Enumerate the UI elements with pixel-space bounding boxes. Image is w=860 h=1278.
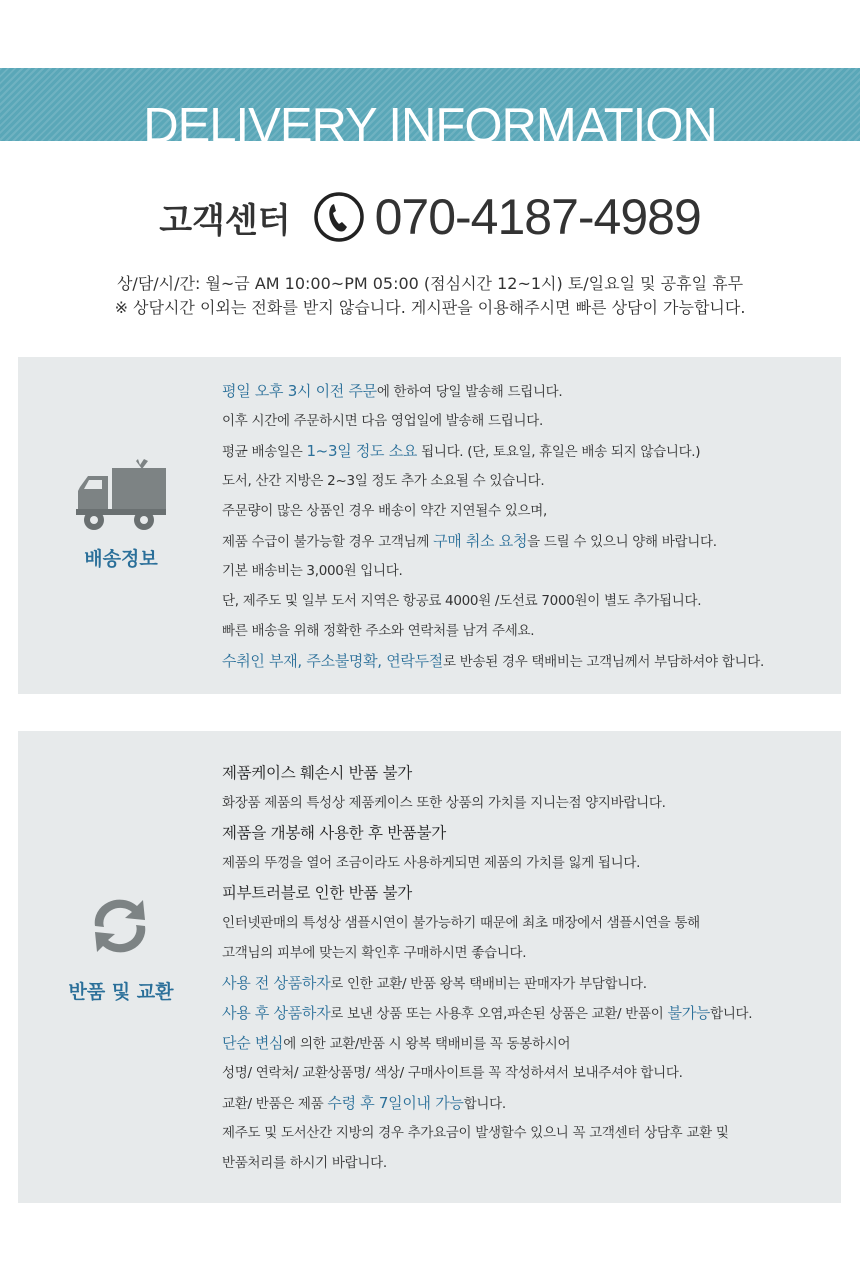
section-heading	[222, 823, 446, 843]
shipping-info-panel	[18, 357, 841, 694]
line-text: 기본 배송비는 3,000원 입니다.	[222, 563, 403, 579]
line-text: 주문량이 많은 상품인 경우 배송이 약간 지연될수 있으며,	[222, 503, 547, 519]
truck-icon	[74, 457, 170, 535]
line-text: 성명/ 연락처/ 교환상품명/ 색상/ 구매사이트를 꼭 작성하셔서 보내주셔야 합니다.	[222, 1065, 683, 1081]
info-line	[222, 973, 647, 994]
shipping-info-title: 배송정보	[84, 548, 158, 570]
line-text: 로 보낸 상품 또는 사용후 오염,파손된 상품은 교환/ 반품이	[330, 1006, 668, 1022]
highlight-text: 평일 오후 3시 이전 주문	[222, 382, 377, 400]
line-text: 에 한하여 당일 발송해 드립니다.	[376, 384, 563, 400]
returns-panel	[18, 731, 841, 1203]
info-line	[222, 651, 764, 672]
section-heading	[222, 883, 412, 903]
line-text: 제품 수급이 불가능할 경우 고객님께	[222, 534, 434, 550]
info-line	[222, 943, 526, 963]
info-line	[222, 501, 547, 521]
highlight-text: 수취인 부재, 주소불명확, 연락두절	[222, 652, 444, 670]
info-line	[222, 591, 701, 611]
banner-title: DELIVERY INFORMATION	[143, 99, 717, 141]
line-text: 화장품 제품의 특성상 제품케이스 또한 상품의 가치를 지니는점 양지바랍니다.	[222, 795, 666, 811]
info-line	[222, 531, 717, 552]
customer-center-row	[0, 182, 860, 252]
info-line	[222, 411, 543, 431]
line-text: 반품처리를 하시기 바랍니다.	[222, 1155, 387, 1171]
line-text: 인터넷판매의 특성상 샘플시연이 불가능하기 때문에 최초 매장에서 샘플시연을 통해	[222, 915, 700, 931]
info-line	[222, 853, 640, 873]
line-text: 단, 제주도 및 일부 도서 지역은 항공료 4000원 /도선료 7000원이 별도 추가됩니다.	[222, 593, 702, 609]
line-text: 로 반송된 경우 택배비는 고객님께서 부담하셔야 합니다.	[443, 654, 764, 670]
customer-center-label: 고객센터	[159, 200, 291, 241]
info-line	[222, 1153, 387, 1173]
heading-text: 제품을 개봉해 사용한 후 반품불가	[222, 824, 446, 842]
header-banner	[0, 68, 860, 141]
info-line	[222, 1093, 506, 1114]
line-text: 평균 배송일은	[222, 444, 307, 460]
line-text: 이후 시간에 주문하시면 다음 영업일에 발송해 드립니다.	[222, 413, 543, 429]
line-text: 에 의한 교환/반품 시 왕복 택배비를 꼭 동봉하시어	[283, 1036, 571, 1052]
heading-text: 제품케이스 훼손시 반품 불가	[222, 764, 412, 782]
line-text: 도서, 산간 지방은 2~3일 정도 추가 소요될 수 있습니다.	[222, 473, 545, 489]
info-line	[222, 1033, 570, 1054]
info-line	[222, 381, 562, 402]
line-text: 빠른 배송을 위해 정확한 주소와 연락처를 남겨 주세요.	[222, 623, 535, 639]
exchange-arrows-icon	[87, 896, 153, 956]
highlight-text: 불가능	[667, 1004, 711, 1022]
highlight-text: 수령 후 7일이내 가능	[327, 1094, 464, 1112]
line-text: 을 드릴 수 있으니 양해 바랍니다.	[527, 534, 717, 550]
info-line	[222, 471, 544, 491]
info-line	[222, 441, 700, 462]
customer-center-phone[interactable]: 070-4187-4989	[374, 189, 701, 245]
consultation-hours: 상/담/시/간: 월~금 AM 10:00~PM 05:00 (점심시간 12~1시) 토/일요일 및 공휴일 휴무	[116, 274, 744, 293]
returns-title: 반품 및 교환	[68, 981, 174, 1003]
phone-icon	[313, 191, 365, 243]
highlight-text: 사용 전 상품하자	[222, 974, 331, 992]
line-text: 됩니다. (단, 토요일, 휴일은 배송 되지 않습니다.)	[417, 444, 701, 460]
line-text: 합니다.	[710, 1006, 753, 1022]
highlight-text: 단순 변심	[222, 1034, 284, 1052]
info-line	[222, 913, 700, 933]
line-text: 합니다.	[463, 1096, 506, 1112]
info-line	[222, 621, 534, 641]
line-text: 제품의 뚜껑을 열어 조금이라도 사용하게되면 제품의 가치를 잃게 됩니다.	[222, 855, 641, 871]
heading-text: 피부트러블로 인한 반품 불가	[222, 884, 412, 902]
info-line	[222, 1063, 683, 1083]
info-line	[222, 1123, 729, 1143]
info-line	[222, 793, 666, 813]
info-line	[222, 1003, 752, 1024]
highlight-text: 사용 후 상품하자	[222, 1004, 331, 1022]
highlight-text: 구매 취소 요청	[433, 532, 528, 550]
highlight-text: 1~3일 정도 소요	[306, 442, 418, 460]
info-line	[222, 561, 403, 581]
consultation-note: ※ 상담시간 이외는 전화를 받지 않습니다. 게시판을 이용해주시면 빠른 상담이 가능합니다.	[114, 298, 746, 317]
line-text: 로 인한 교환/ 반품 왕복 택배비는 판매자가 부담합니다.	[330, 976, 647, 992]
section-heading	[222, 763, 412, 783]
line-text: 고객님의 피부에 맞는지 확인후 구매하시면 좋습니다.	[222, 945, 527, 961]
line-text: 교환/ 반품은 제품	[222, 1096, 328, 1112]
line-text: 제주도 및 도서산간 지방의 경우 추가요금이 발생할수 있으니 꼭 고객센터 상담후 교환 및	[222, 1125, 729, 1141]
